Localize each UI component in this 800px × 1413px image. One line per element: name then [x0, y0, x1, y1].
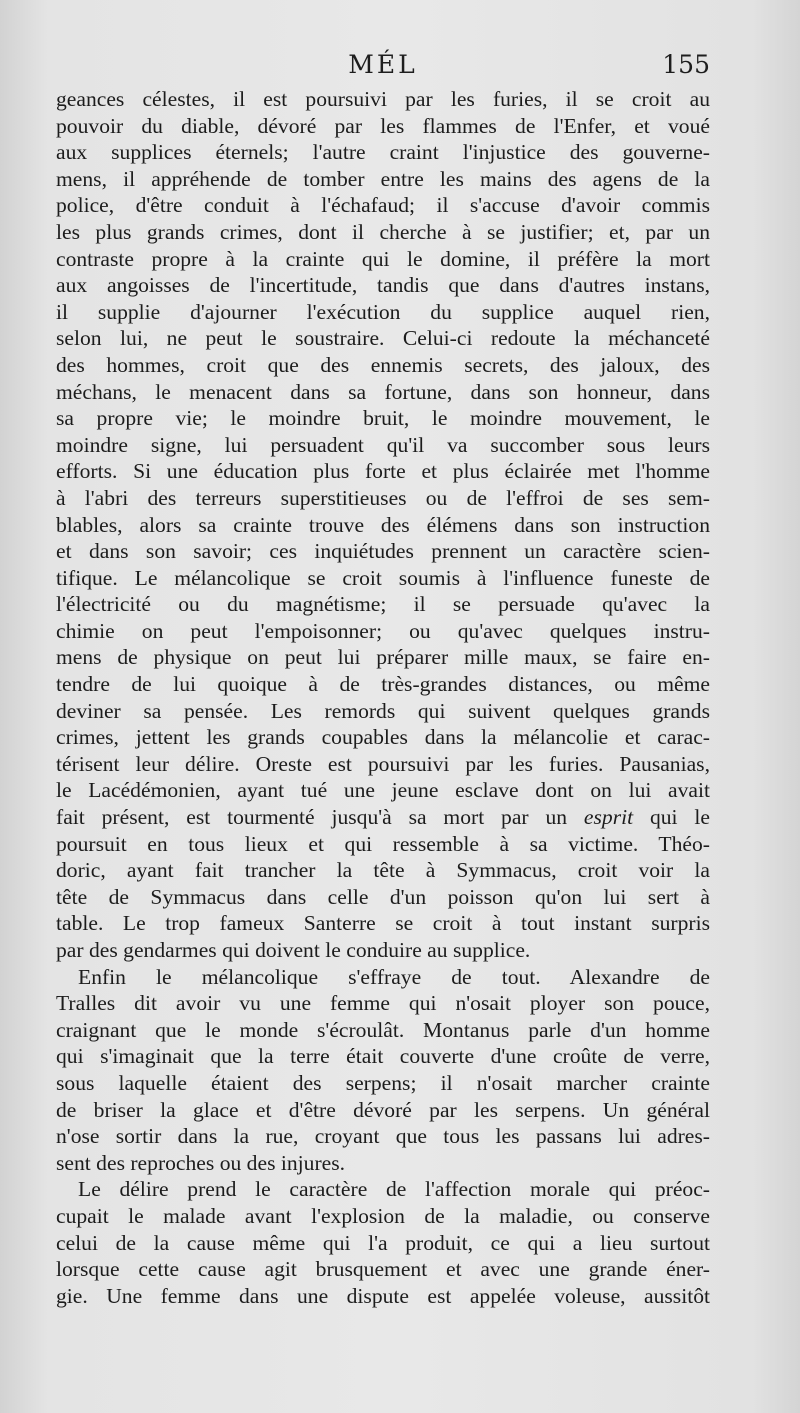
text-line: cupait le malade avant l'explosion de la maladie, ou conserve: [56, 1203, 710, 1228]
text-line: table. Le trop fameux Santerre se croit à tout instant surpris: [56, 911, 710, 936]
italic-word: esprit: [583, 805, 634, 830]
text-line: crimes, jettent les grands coupables dans la mélancolie et carac-: [56, 725, 710, 750]
text-line: à l'abri des terreurs superstitieuses ou de l'effroi de ses sem-: [56, 485, 710, 510]
body-text: [56, 86, 710, 1309]
text-line: Tralles dit avoir vu une femme qui n'osait ployer son pouce,: [56, 991, 710, 1016]
text-line: doric, ayant fait trancher la tête à Symmacus, croit voir la: [56, 858, 710, 883]
text-line: pouvoir du diable, dévoré par les flammes de l'Enfer, et voué: [56, 113, 710, 138]
text-line: Enfin le mélancolique s'effraye de tout. Alexandre de: [78, 964, 710, 989]
text-line: il supplie d'ajourner l'exécution du supplice auquel rien,: [56, 299, 710, 324]
text-line: poursuit en tous lieux et qui ressemble à sa victime. Théo-: [56, 831, 710, 856]
text-line: contraste propre à la crainte qui le domine, il préfère la mort: [56, 246, 710, 271]
text-line: police, d'être conduit à l'échafaud; il s'accuse d'avoir commis: [56, 193, 710, 218]
text-line: méchans, le menacent dans sa fortune, dans son honneur, dans: [56, 379, 710, 404]
text-line: chimie on peut l'empoisonner; ou qu'avec quelques instru-: [56, 618, 710, 643]
text-line: efforts. Si une éducation plus forte et plus éclairée met l'homme: [56, 459, 710, 484]
text-line: tifique. Le mélancolique se croit soumis à l'influence funeste de: [56, 565, 710, 590]
text-line: Le délire prend le caractère de l'affection morale qui préoc-: [78, 1177, 710, 1202]
text-line: sent des reproches ou des injures.: [56, 1150, 346, 1175]
text-line: deviner sa pensée. Les remords qui suivent quelques grands: [56, 698, 710, 723]
text-line: aux supplices éternels; l'autre craint l'injustice des gouverne-: [56, 140, 710, 165]
paragraph: [56, 1176, 710, 1309]
text-line: sous laquelle étaient des serpens; il n'osait marcher crainte: [56, 1070, 710, 1095]
text-line: par des gendarmes qui doivent le conduire au supplice.: [56, 938, 531, 962]
text-line: tendre de lui quoique à de très-grandes distances, ou même: [56, 672, 710, 697]
text-line: tête de Symmacus dans celle d'un poisson qu'on lui sert à: [56, 884, 710, 909]
text-line: mens de physique on peut lui préparer mille maux, se faire en-: [56, 645, 710, 670]
text-line: geances célestes, il est poursuivi par les furies, il se croit au: [56, 87, 710, 111]
text-line: moindre signe, lui persuadent qu'il va succomber sous leurs: [56, 432, 710, 457]
page-header: [56, 48, 710, 82]
text-line: lorsque cette cause agit brusquement et avec une grande éner-: [56, 1257, 710, 1282]
text-line: gie. Une femme dans une dispute est appelée voleuse, aussitôt: [56, 1283, 710, 1308]
text-line: et dans son savoir; ces inquiétudes prennent un caractère scien-: [56, 539, 710, 564]
text-line: les plus grands crimes, dont il cherche à se justifier; et, par un: [56, 219, 710, 244]
text-line: blables, alors sa crainte trouve des élémens dans son instruction: [56, 512, 710, 537]
paragraph: [56, 964, 710, 1177]
text-line: l'électricité ou du magnétisme; il se persuade qu'avec la: [56, 592, 710, 617]
page-number: 155: [662, 50, 710, 79]
text-line: le Lacédémonien, ayant tué une jeune esclave dont on lui avait: [56, 778, 710, 803]
text-line: de briser la glace et d'être dévoré par les serpens. Un général: [56, 1097, 710, 1122]
text-line: des hommes, croit que des ennemis secrets, des jaloux, des: [56, 352, 710, 377]
text-line: qui s'imaginait que la terre était couverte d'une croûte de verre,: [56, 1044, 710, 1069]
text-line: celui de la cause même qui l'a produit, ce qui a lieu surtout: [56, 1230, 710, 1255]
paragraph: [56, 86, 710, 964]
text-line: n'ose sortir dans la rue, croyant que tous les passans lui adres-: [56, 1124, 710, 1149]
text-line: selon lui, ne peut le soustraire. Celui-ci redoute la méchanceté: [56, 326, 710, 351]
text-line: craignant que le monde s'écroulât. Montanus parle d'un homme: [56, 1017, 710, 1042]
text-line: sa propre vie; le moindre bruit, le moindre mouvement, le: [56, 406, 710, 431]
text-line: fait présent, est tourmenté jusqu'à sa mort par un esprit qui le: [56, 805, 710, 830]
text-line: térisent leur délire. Oreste est poursuivi par les furies. Pausanias,: [56, 751, 710, 776]
text-line: mens, il appréhende de tomber entre les mains des agens de la: [56, 166, 710, 191]
running-head: MÉL: [348, 50, 418, 79]
text-line: aux angoisses de l'incertitude, tandis que dans d'autres instans,: [56, 273, 710, 298]
